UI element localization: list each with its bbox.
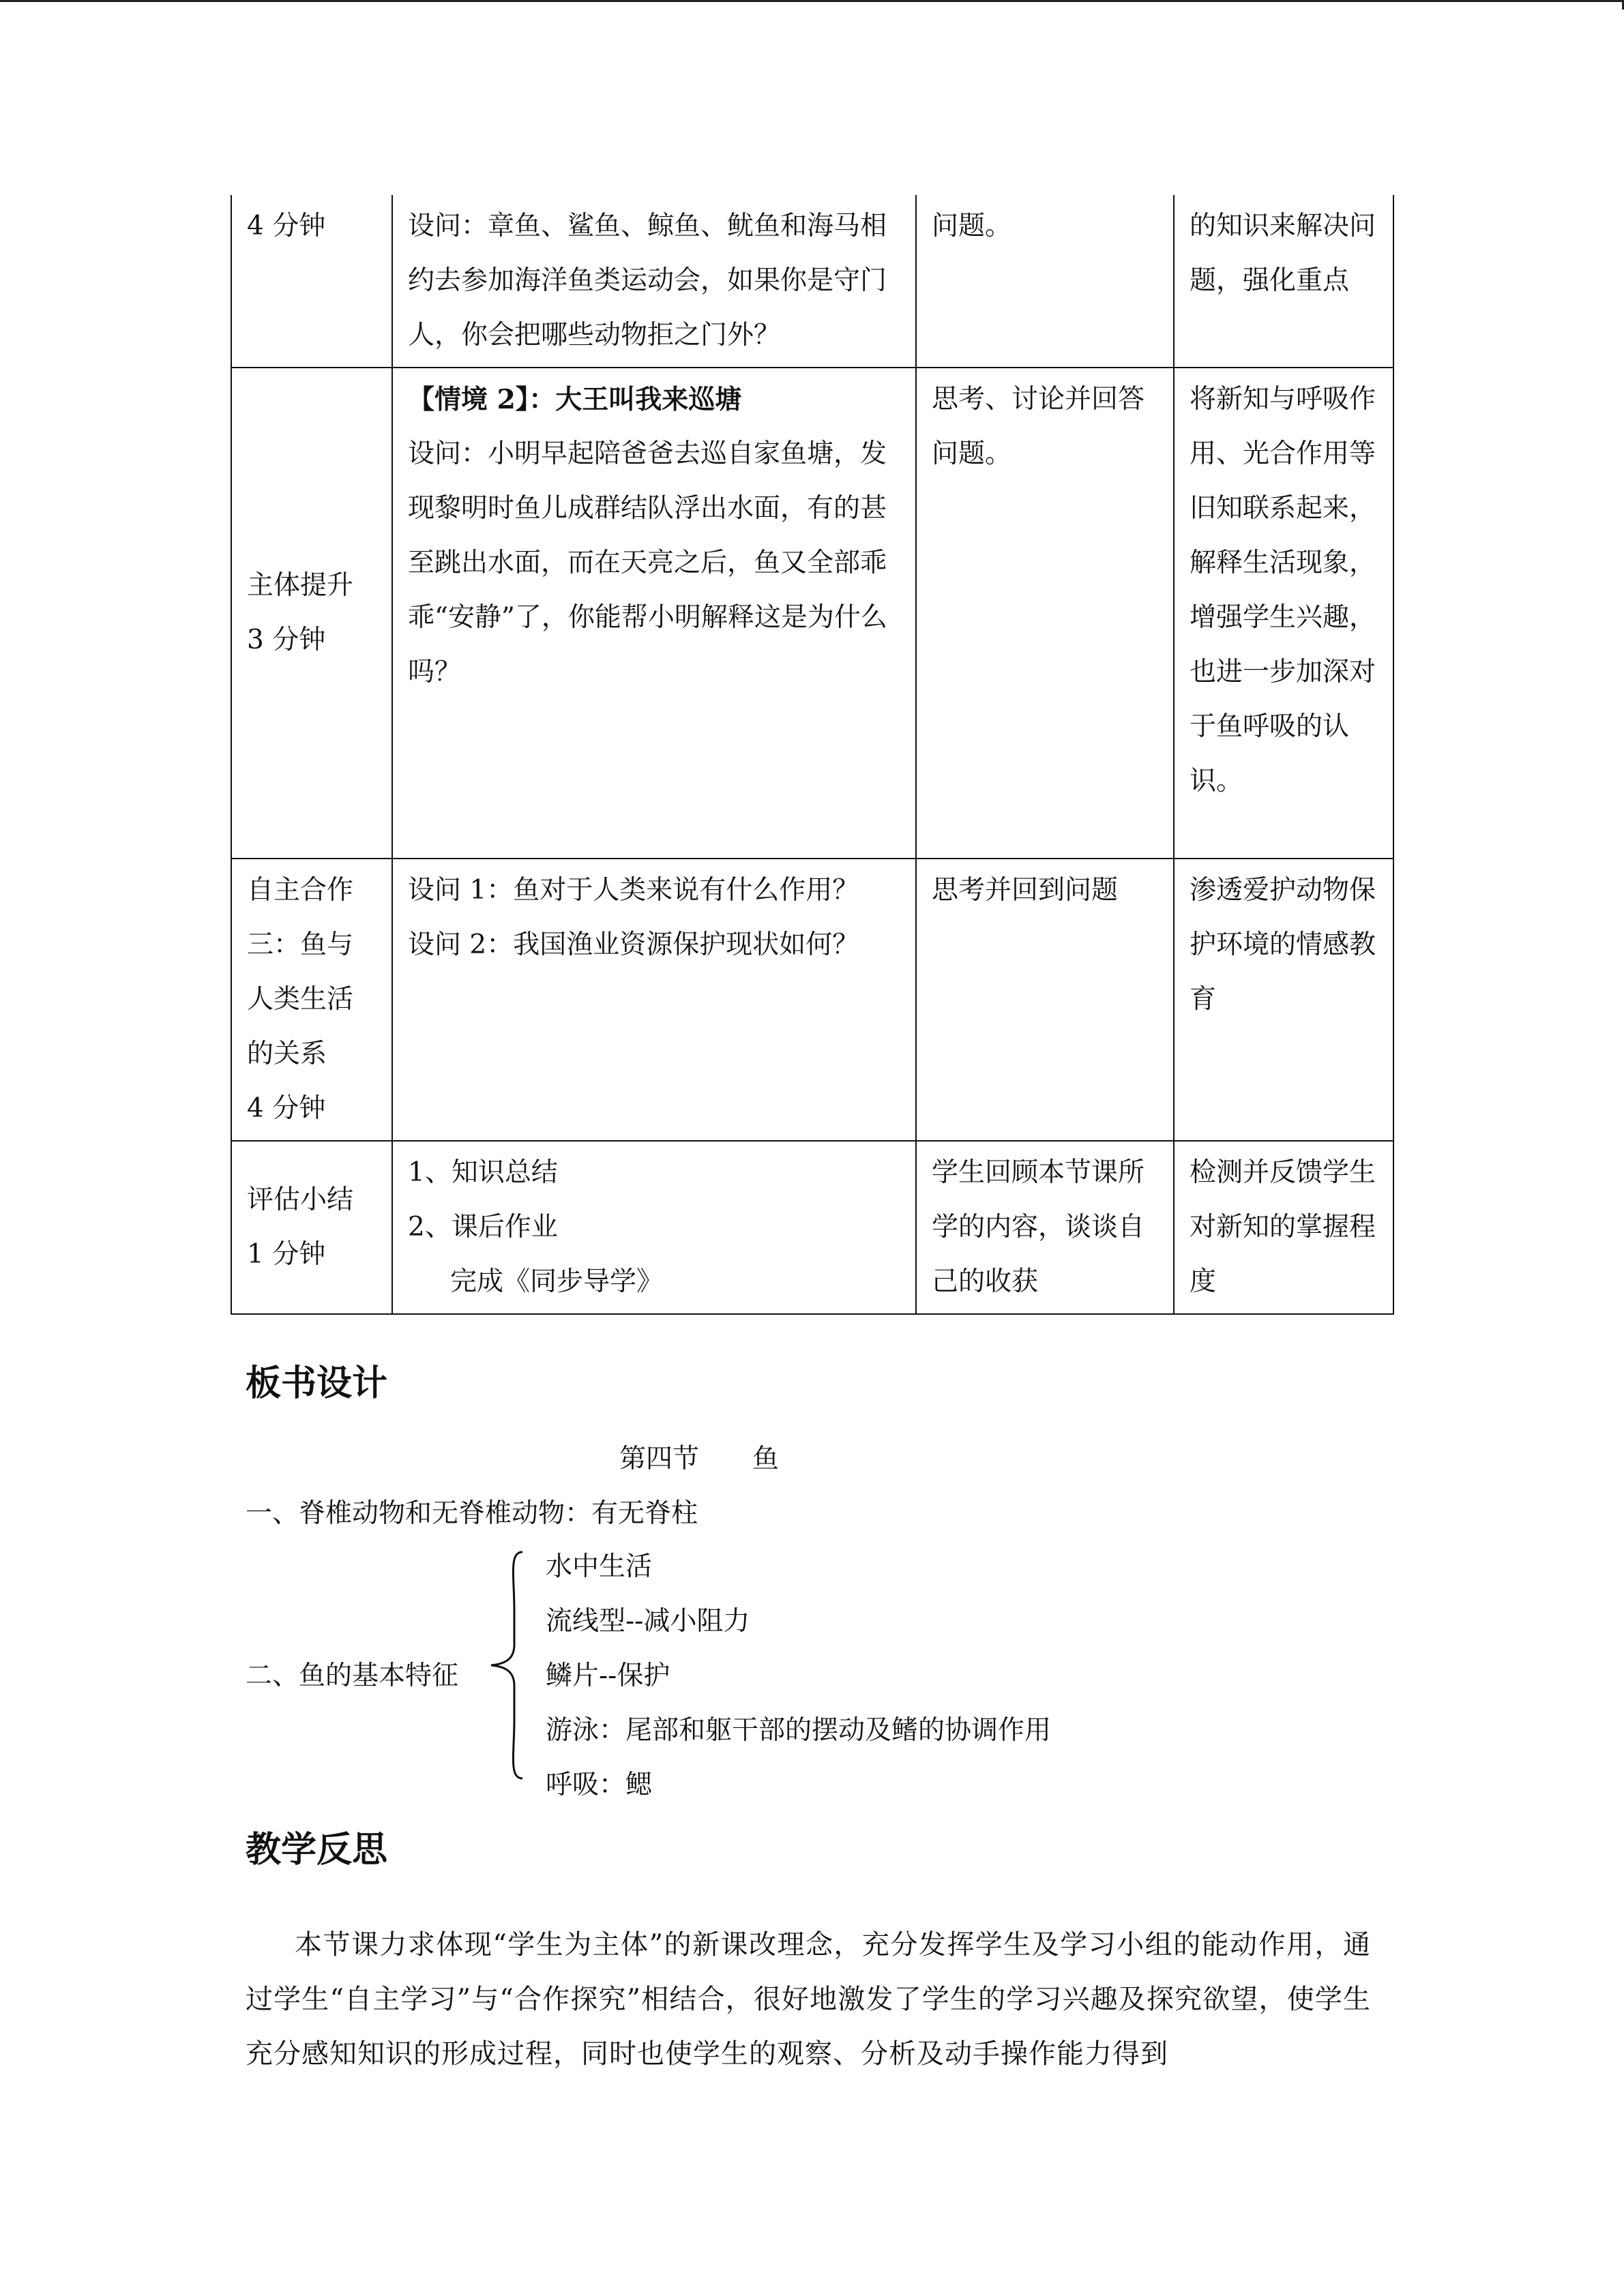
student-activity-cell: 思考、讨论并回答问题。 [916, 368, 1174, 859]
feature-item: 游泳：尾部和躯干部的摆动及鳍的协调作用 [546, 1715, 1052, 1746]
content-cell: 设问 1：鱼对于人类来说有什么作用？ 设问 2：我国渔业资源保护现状如何？ [392, 859, 916, 1141]
student-activity-cell: 学生回顾本节课所学的内容，谈谈自己的收获 [916, 1141, 1174, 1314]
feature-item: 水中生活 [546, 1551, 653, 1582]
feature-label: 二、鱼的基本特征 [246, 1660, 459, 1691]
table-row [231, 1141, 1393, 1314]
table-row [231, 195, 1393, 368]
table-row [231, 368, 1393, 859]
curly-brace-icon [486, 1549, 524, 1781]
design-intent-cell: 将新知与呼吸作用、光合作用等旧知联系起来，解释生活现象，增强学生兴趣，也进一步加深对于鱼呼吸的认识。 [1174, 368, 1393, 859]
student-activity-cell: 思考并回到问题 [916, 859, 1174, 1141]
situation-title: 【情境 2】：大王叫我来巡塘 [408, 384, 742, 415]
design-intent-cell: 渗透爱护动物保护环境的情感教育 [1174, 859, 1393, 1141]
reflection-heading: 教学反思 [246, 1830, 388, 1870]
stage-cell: 4 分钟 [231, 195, 392, 368]
content-cell: 【情境 2】：大王叫我来巡塘 设问：小明早起陪爸爸去巡自家鱼塘，发现黎明时鱼儿成群结队浮出水面，有的甚至跳出水面，而在天亮之后，鱼又全部乖乖“安静”了，你能帮小明解释这是为什么吗？ [392, 368, 916, 859]
page-top-border [0, 0, 1624, 2]
design-intent-cell: 检测并反馈学生对新知的掌握程度 [1174, 1141, 1393, 1314]
board-design-heading: 板书设计 [246, 1363, 388, 1404]
feature-item: 呼吸：鳃 [546, 1770, 653, 1800]
stage-cell: 自主合作 三：鱼与 人类生活 的关系 4 分钟 [231, 859, 392, 1141]
board-title: 第四节 鱼 [619, 1444, 780, 1474]
stage-cell: 评估小结 1 分钟 [231, 1141, 392, 1314]
board-line-vertebrate: 一、脊椎动物和无脊椎动物：有无脊柱 [246, 1498, 698, 1529]
content-cell: 设问：章鱼、鲨鱼、鲸鱼、鱿鱼和海马相约去参加海洋鱼类运动会，如果你是守门人，你会把哪些动物拒之门外？ [392, 195, 916, 368]
reflection-paragraph: 本节课力求体现“学生为主体”的新课改理念，充分发挥学生及学习小组的能动作用，通过学生“自主学习”与“合作探究”相结合，很好地激发了学生的学习兴趣及探究欲望，使学生充分感知知识的形成过程，同时也使学生的观察、分析及动手操作能力得到 [246, 1929, 1371, 2070]
student-activity-cell: 问题。 [916, 195, 1174, 368]
feature-item: 流线型--减小阻力 [546, 1606, 750, 1637]
lesson-plan-table [231, 195, 1394, 1315]
content-cell: 1、知识总结 2、课后作业 完成《同步导学》 [392, 1141, 916, 1314]
table-row [231, 859, 1393, 1141]
stage-cell: 主体提升 3 分钟 [231, 368, 392, 859]
feature-item: 鳞片--保护 [546, 1660, 670, 1691]
design-intent-cell: 的知识来解决问题，强化重点 [1174, 195, 1393, 368]
